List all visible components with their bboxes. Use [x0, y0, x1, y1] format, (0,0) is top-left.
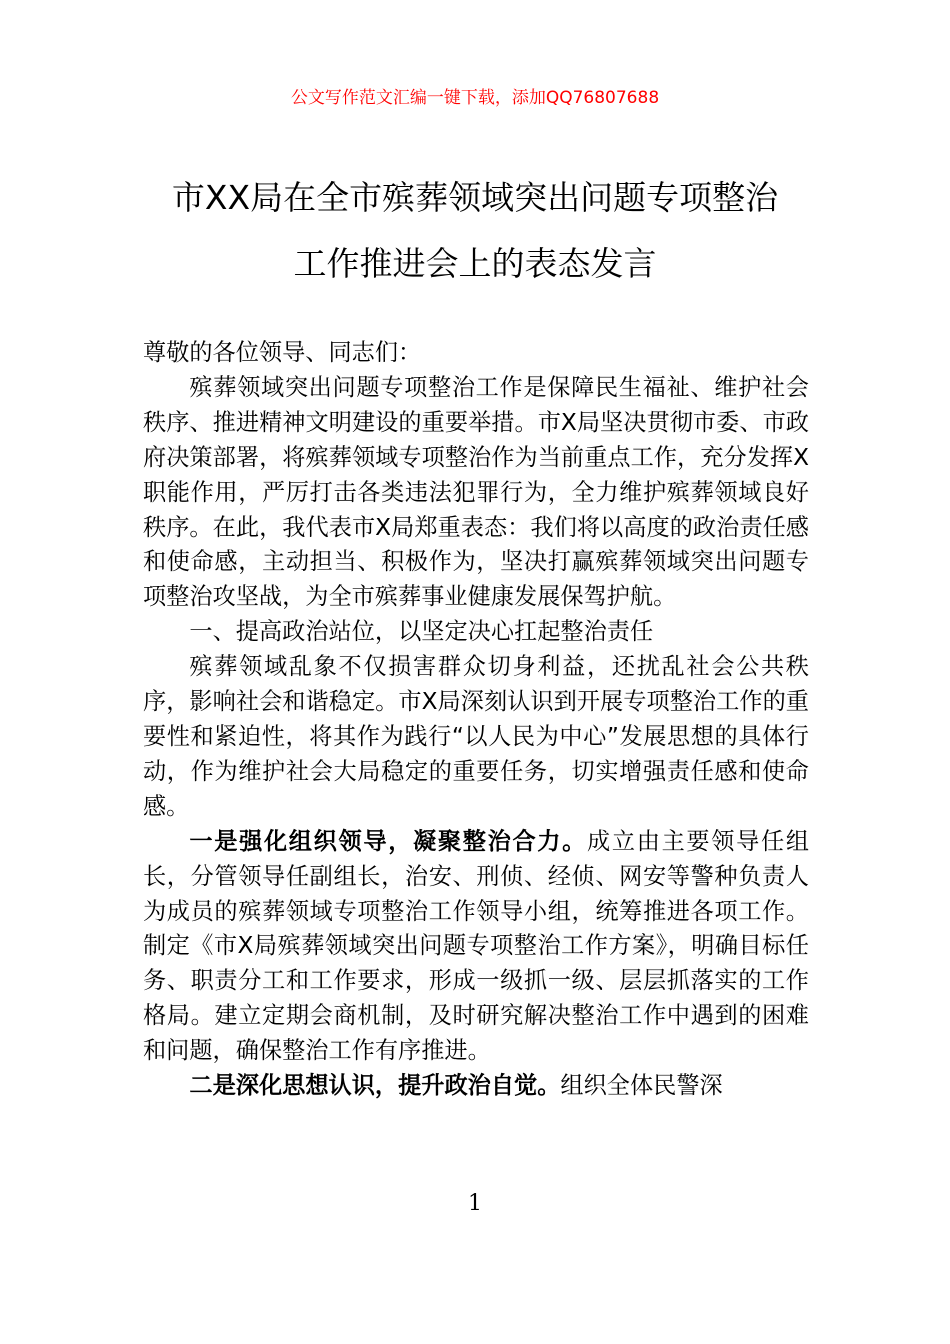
page-number: 1 [468, 1191, 482, 1216]
intro-paragraph: 殡葬领域突出问题专项整治工作是保障民生福祉、维护社会秩序、推进精神文明建设的重要举措。市X局坚决贯彻市委、市政府决策部署，将殡葬领域专项整治作为当前重点工作，充分发挥X职能作用，严厉打击各类违法犯罪行为，全力维护殡葬领域良好秩序。在此，我代表市X局郑重表态：我们将以高度的政治责任感和使命感，主动担当、积极作为，坚决打赢殡葬领域突出问题专项整治攻坚战，为全市殡葬事业健康发展保驾护航。 [143, 373, 809, 611]
section-1-paragraph: 殡葬领域乱象不仅损害群众切身利益，还扰乱社会公共秩序，影响社会和谐稳定。市X局深刻认识到开展专项整治工作的重要性和紧迫性，将其作为践行“以人民为中心”发展思想的具体行动，作为维护社会大局稳定的重要任务，切实增强责任感和使命感。 [143, 653, 809, 820]
point-1-lead: 一是强化组织领导，凝聚整治合力。 [189, 827, 588, 855]
document-title-line-1: 市XX局在全市殡葬领域突出问题专项整治 [171, 178, 779, 217]
promo-header: 公文写作范文汇编一键下载，添加QQ76807688 [290, 88, 660, 108]
document-body [143, 336, 809, 1104]
point-2-text: 组织全体民警深 [560, 1072, 723, 1100]
point-1-text: 成立由主要领导任组长，分管领导任副组长，治安、刑侦、经侦、网安等警种负责人为成员的殡葬领域专项整治工作领导小组，统筹推进各项工作。制定《市X局殡葬领域突出问题专项整治工作方案》，明确目标任务、职责分工和工作要求，形成一级抓一级、层层抓落实的工作格局。建立定期会商机制，及时研究解决整治工作中遇到的困难和问题，确保整治工作有序推进。 [143, 827, 810, 1065]
document-title-line-2: 工作推进会上的表态发言 [293, 244, 657, 283]
salutation: 尊敬的各位领导、同志们： [143, 339, 422, 366]
point-2-paragraph [143, 1069, 809, 1104]
section-1-heading: 一、提高政治站位，以坚定决心扛起整治责任 [189, 618, 654, 646]
point-2-lead: 二是深化思想认识，提升政治自觉。 [189, 1072, 561, 1100]
point-1-paragraph [143, 825, 809, 1069]
